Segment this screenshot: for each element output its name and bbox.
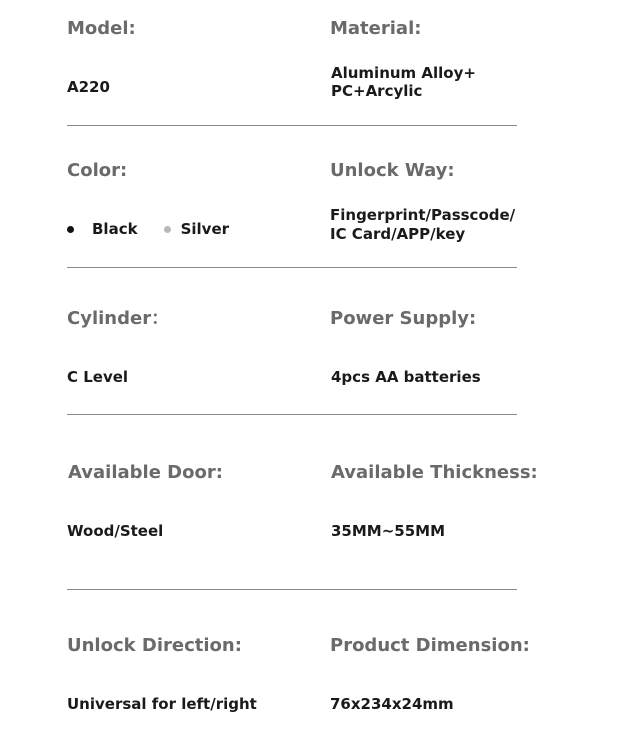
unlock-way-label: Unlock Way: bbox=[330, 160, 455, 181]
power-supply-value: 4pcs AA batteries bbox=[331, 368, 481, 386]
color-option-black: Black bbox=[92, 220, 138, 238]
material-value-line1: Aluminum Alloy+ bbox=[331, 64, 476, 82]
cylinder-label: Cylinder： bbox=[67, 308, 170, 329]
unlock-way-value-line2: IC Card/APP/key bbox=[330, 225, 466, 243]
material-value-line2: PC+Arcylic bbox=[331, 82, 423, 100]
power-supply-label: Power Supply: bbox=[330, 308, 477, 329]
product-dimension-label: Product Dimension: bbox=[330, 635, 530, 656]
color-option-silver: Silver bbox=[180, 220, 230, 238]
available-thickness-value: 35MM~55MM bbox=[331, 522, 446, 540]
model-label: Model: bbox=[67, 18, 136, 39]
unlock-direction-label: Unlock Direction: bbox=[67, 635, 242, 656]
silver-swatch-icon bbox=[164, 226, 171, 233]
material-label: Material: bbox=[330, 18, 422, 39]
cylinder-value: C Level bbox=[67, 368, 129, 386]
black-swatch-icon bbox=[67, 226, 74, 233]
unlock-way-value-line1: Fingerprint/Passcode/ bbox=[330, 206, 516, 224]
divider bbox=[67, 589, 517, 590]
divider bbox=[67, 414, 517, 415]
available-thickness-label: Available Thickness: bbox=[331, 462, 538, 483]
model-value: A220 bbox=[67, 78, 110, 96]
available-door-value: Wood/Steel bbox=[67, 522, 164, 540]
divider bbox=[67, 125, 517, 126]
product-dimension-value: 76x234x24mm bbox=[330, 695, 454, 713]
unlock-direction-value: Universal for left/right bbox=[67, 695, 257, 713]
color-label: Color: bbox=[67, 160, 128, 181]
available-door-label: Available Door: bbox=[68, 462, 223, 483]
color-options bbox=[67, 220, 229, 238]
divider bbox=[67, 267, 517, 268]
